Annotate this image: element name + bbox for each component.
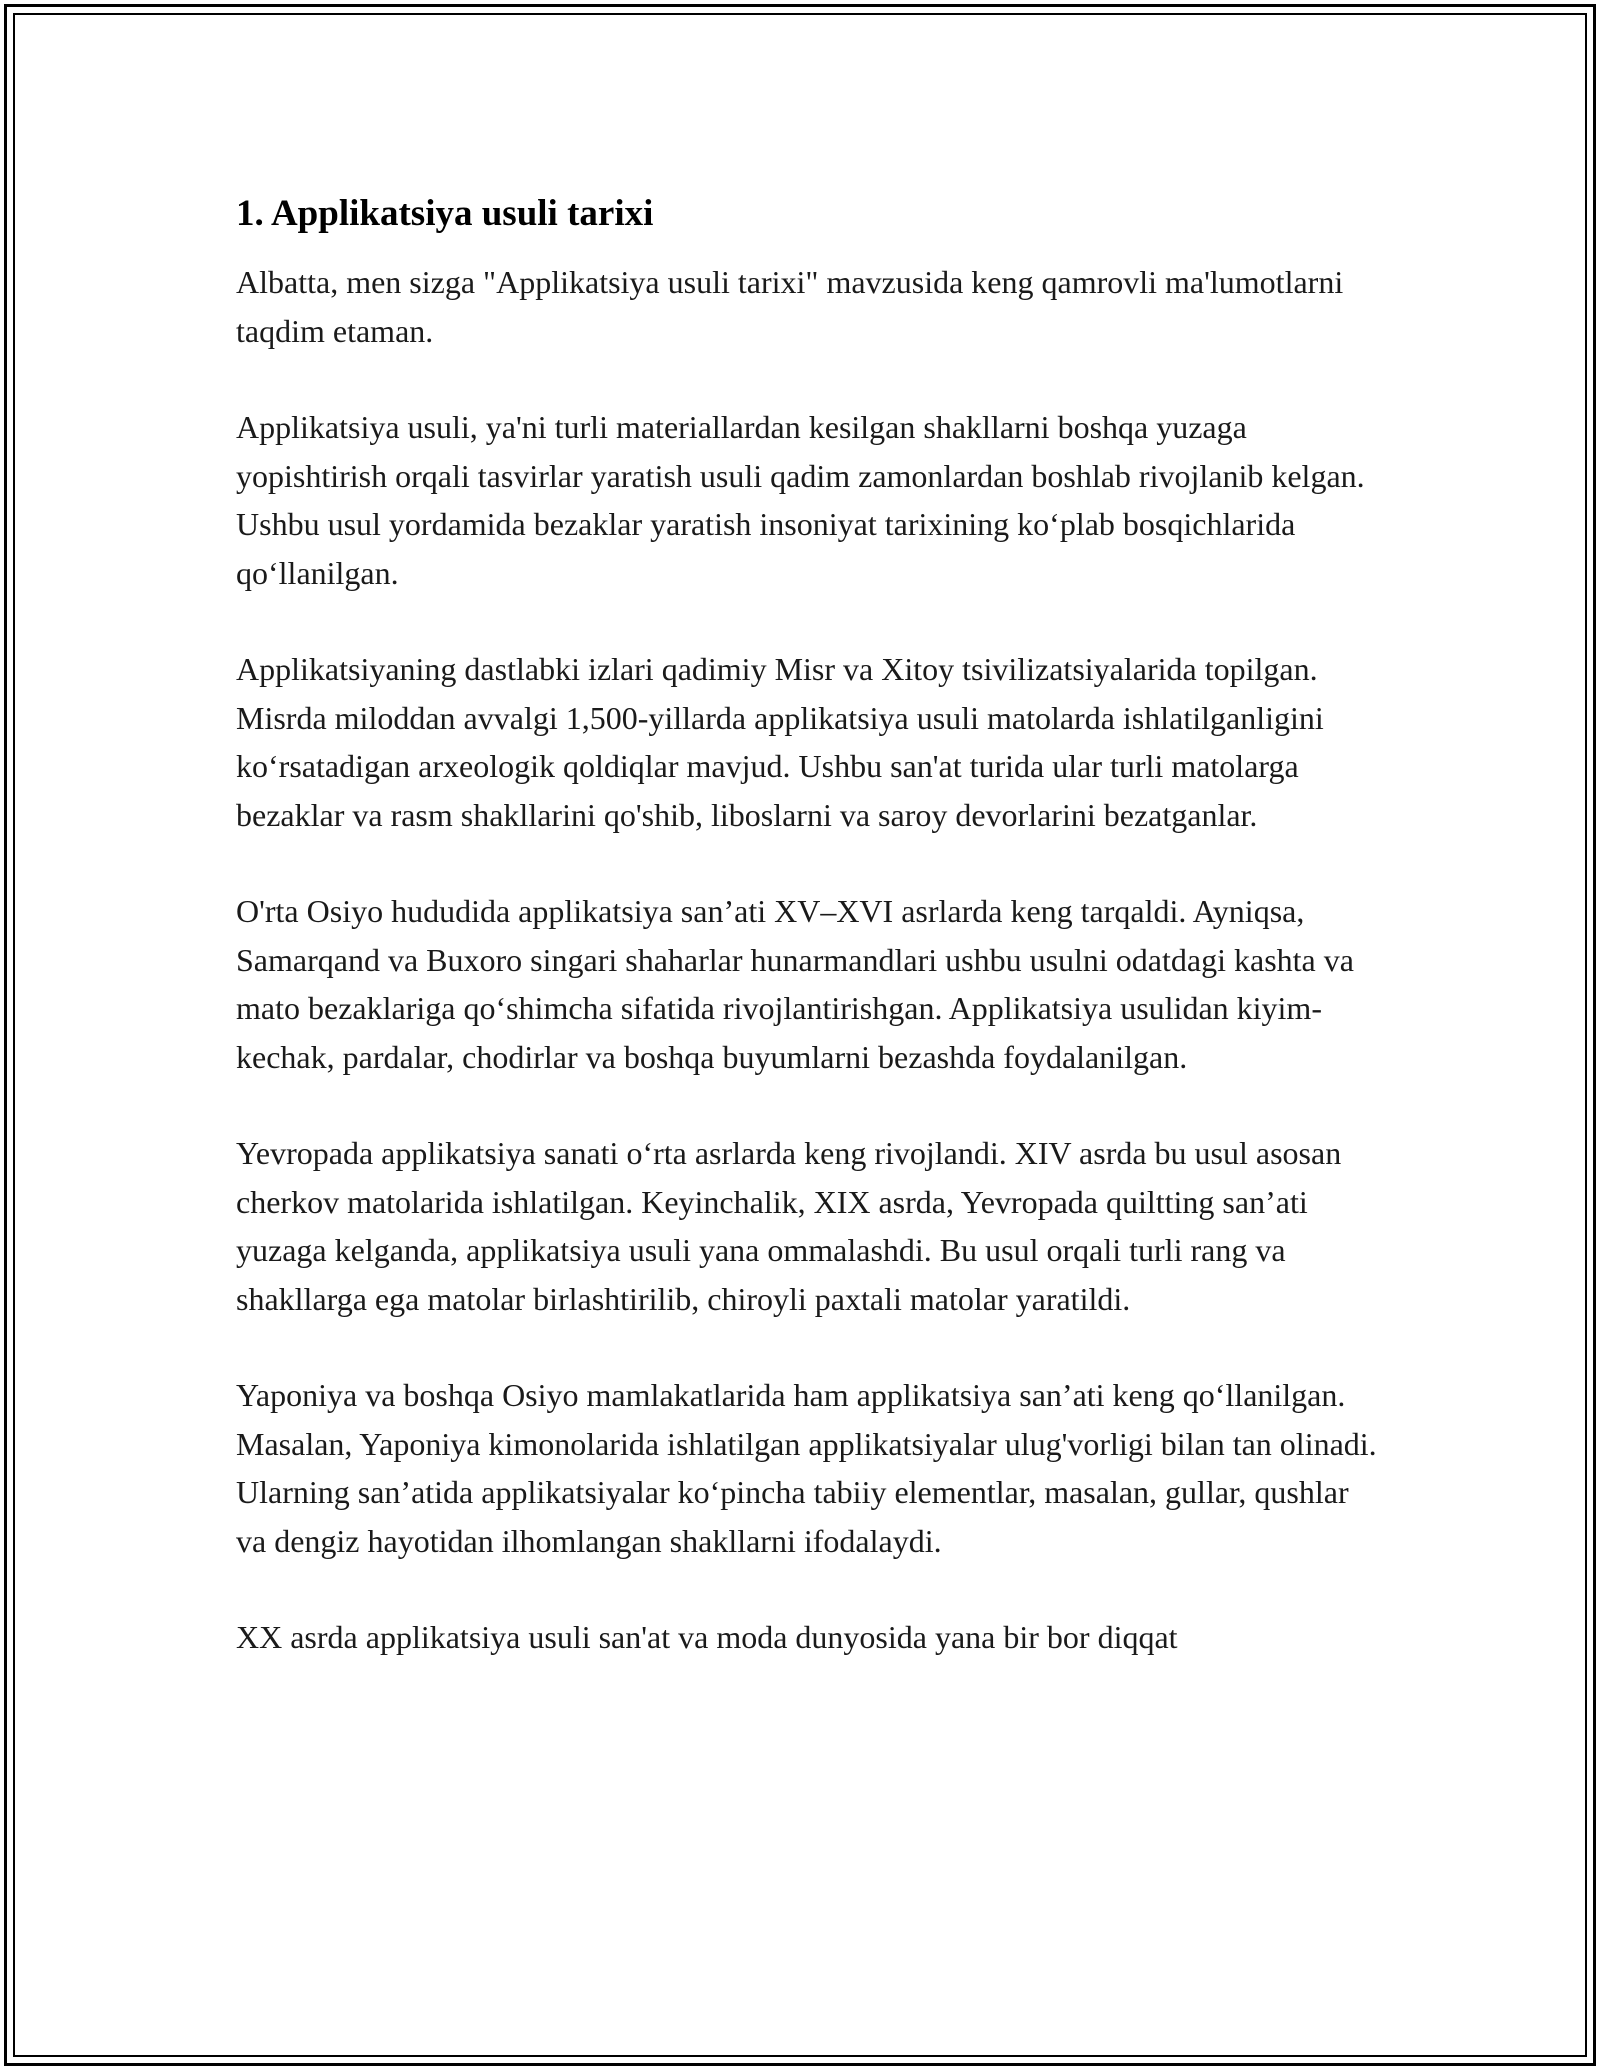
- paragraph-europe: Yevropada applikatsiya sanati o‘rta asrlarda keng rivojlandi. XIV asrda bu usul asosan cherkov matolarida ishlatilgan. Keyinchalik, XIX asrda, Yevropada quiltting san’ati yuzaga kelganda, applikatsiya usuli yana ommalashdi. Bu usul orqali turli rang va shakllarga ega matolar birlashtirilib, chiroyli paxtali matolar yaratildi.: [236, 1135, 1342, 1317]
- paragraph-twentieth-century: XX asrda applikatsiya usuli san'at va moda dunyosida yana bir bor diqqat: [236, 1619, 1178, 1655]
- paragraph-japan-asia: Yaponiya va boshqa Osiyo mamlakatlarida ham applikatsiya san’ati keng qo‘llanilgan. Masalan, Yaponiya kimonolarida ishlatilgan applikatsiyalar ulug'vorligi bilan tan olinadi. Ularning san’atida applikatsiyalar ko‘pincha tabiiy elementlar, masalan, gullar, qushlar va dengiz hayotidan ilhomlangan shakllarni ifodalaydi.: [236, 1377, 1377, 1559]
- paragraph-intro: Albatta, men sizga "Applikatsiya usuli tarixi" mavzusida keng qamrovli ma'lumotlarni taqdim etaman.: [236, 264, 1344, 349]
- paragraph-egypt-china: Applikatsiyaning dastlabki izlari qadimiy Misr va Xitoy tsivilizatsiyalarida topilgan. Misrda miloddan avvalgi 1,500-yillarda applikatsiya usuli matolarda ishlatilganligini ko‘rsatadigan arxeologik qoldiqlar mavjud. Ushbu san'at turida ular turli matolarga bezaklar va rasm shakllarini qo'shib, liboslarni va saroy devorlarini bezatganlar.: [236, 651, 1324, 833]
- document-body: [236, 186, 1386, 1710]
- section-heading: 1. Applikatsiya usuli tarixi: [236, 193, 654, 234]
- paragraph-central-asia: O'rta Osiyo hududida applikatsiya san’ati XV–XVI asrlarda keng tarqaldi. Ayniqsa, Samarqand va Buxoro singari shaharlar hunarmandlari ushbu usulni odatdagi kashta va mato bezaklariga qo‘shimcha sifatida rivojlantirishgan. Applikatsiya usulidan kiyim-kechak, pardalar, chodirlar va boshqa buyumlarni bezashda foydalanilgan.: [236, 893, 1354, 1075]
- paragraph-definition: Applikatsiya usuli, ya'ni turli materiallardan kesilgan shakllarni boshqa yuzaga yopishtirish orqali tasvirlar yaratish usuli qadim zamonlardan boshlab rivojlanib kelgan. Ushbu usul yordamida bezaklar yaratish insoniyat tarixining ko‘plab bosqichlarida qo‘llanilgan.: [236, 409, 1365, 591]
